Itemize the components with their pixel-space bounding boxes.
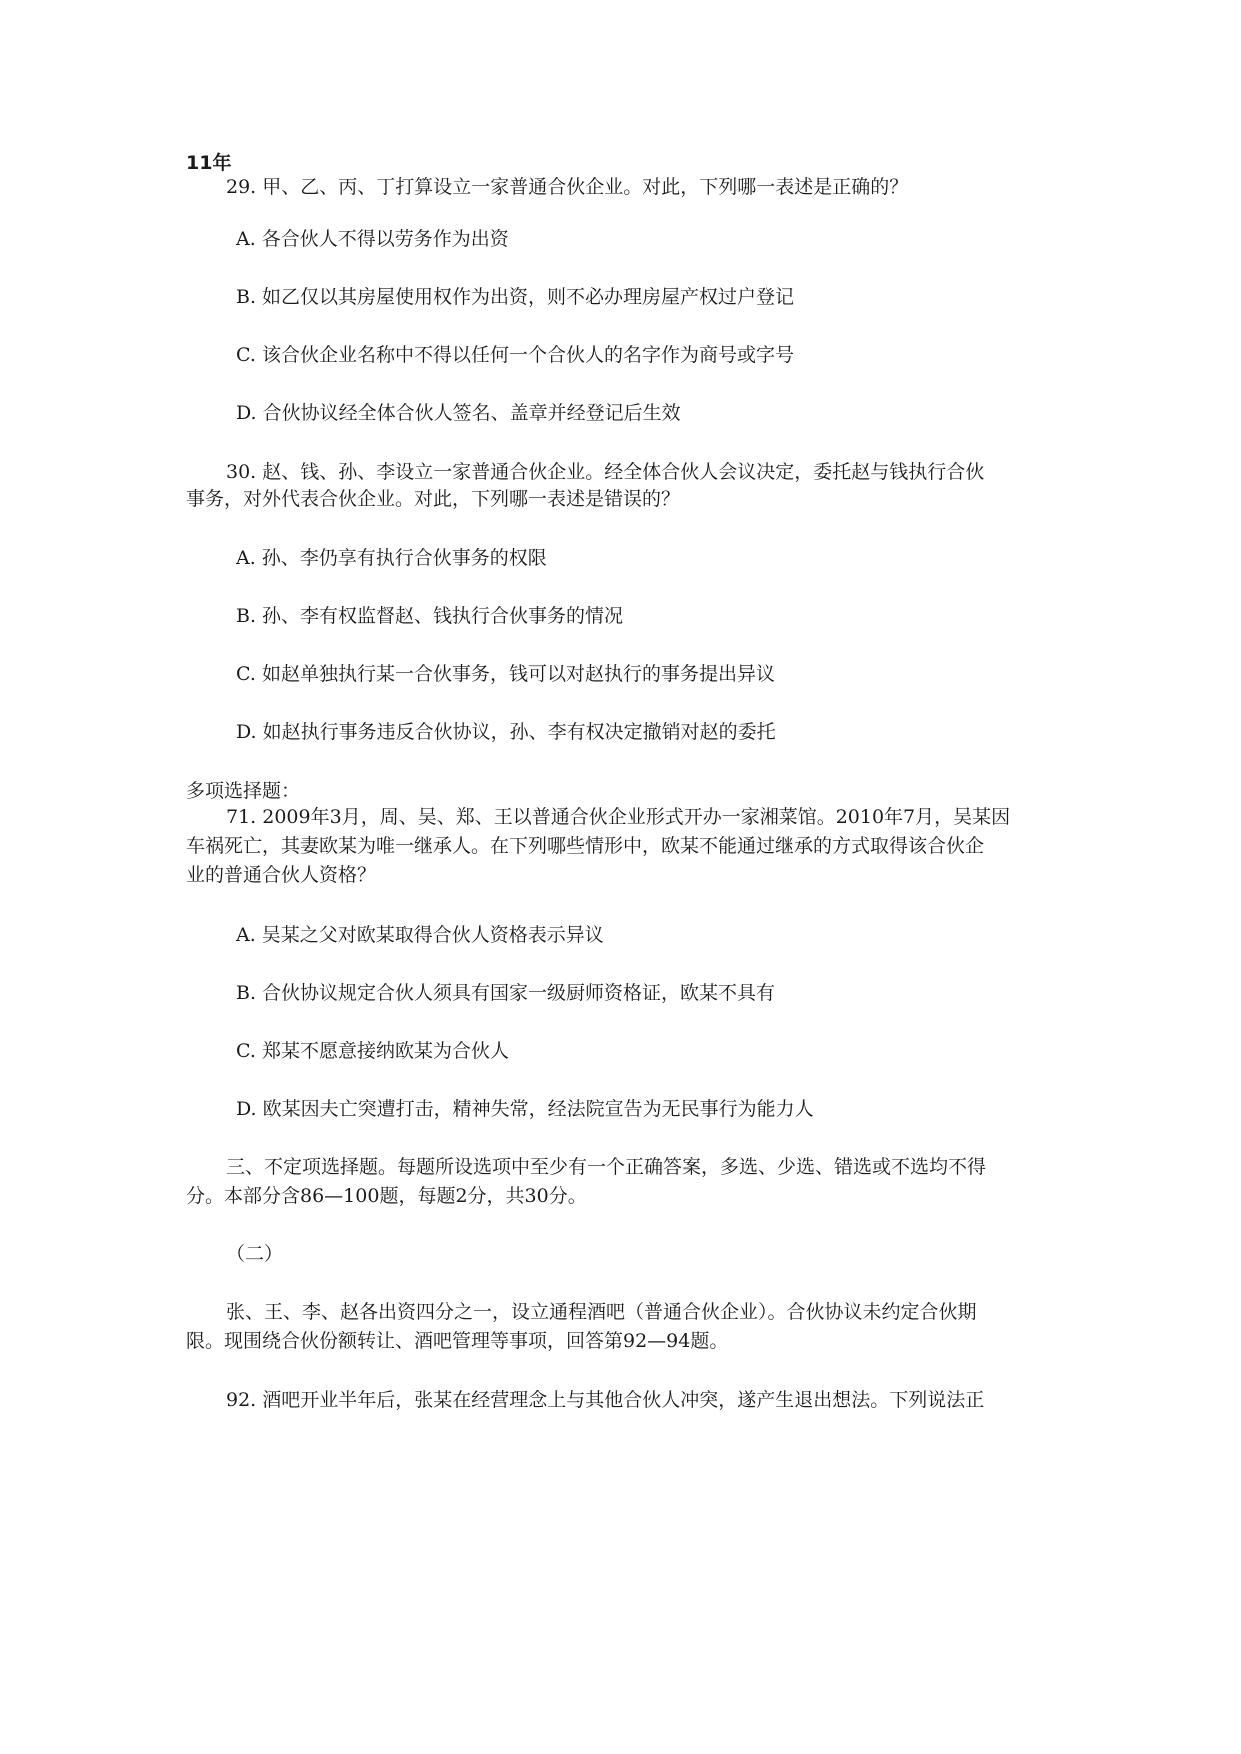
question-30-option-a: A. 孙、李仍享有执行合伙事务的权限	[236, 547, 547, 569]
question-29-option-a: A. 各合伙人不得以劳务作为出资	[236, 228, 509, 250]
question-29-option-b: B. 如乙仅以其房屋使用权作为出资，则不必办理房屋产权过户登记	[236, 286, 795, 308]
question-71-option-a: A. 吴某之父对欧某取得合伙人资格表示异议	[236, 924, 604, 946]
question-71-stem-line2: 车祸死亡，其妻欧某为唯一继承人。在下列哪些情形中，欧某不能通过继承的方式取得该合伙企	[186, 835, 985, 857]
question-71-stem-line1: 71. 2009年3月，周、吴、郑、王以普通合伙企业形式开办一家湘菜馆。2010年7月，吴某因	[226, 806, 1011, 828]
question-29-stem: 29. 甲、乙、丙、丁打算设立一家普通合伙企业。对此，下列哪一表述是正确的？	[226, 176, 909, 198]
question-71-option-b: B. 合伙协议规定合伙人须具有国家一级厨师资格证，欧某不具有	[236, 982, 776, 1004]
multi-choice-heading: 多项选择题：	[186, 780, 301, 802]
case-line2: 限。现围绕合伙份额转让、酒吧管理等事项，回答第92—94题。	[186, 1330, 729, 1352]
year-heading: 11年	[186, 152, 232, 174]
question-30-option-d: D. 如赵执行事务违反合伙协议，孙、李有权决定撤销对赵的委托	[236, 721, 776, 743]
section-3-line1: 三、不定项选择题。每题所设选项中至少有一个正确答案，多选、少选、错选或不选均不得	[226, 1156, 987, 1178]
question-30-option-c: C. 如赵单独执行某一合伙事务，钱可以对赵执行的事务提出异议	[236, 663, 775, 685]
question-30-stem-line2: 事务，对外代表合伙企业。对此，下列哪一表述是错误的？	[186, 488, 681, 510]
question-29-option-c: C. 该合伙企业名称中不得以任何一个合伙人的名字作为商号或字号	[236, 344, 794, 366]
section-3-line2: 分。本部分含86—100题，每题2分，共30分。	[186, 1185, 587, 1207]
question-71-stem-line3: 业的普通合伙人资格？	[186, 864, 377, 886]
question-30-stem-line1: 30. 赵、钱、孙、李设立一家普通合伙企业。经全体合伙人会议决定，委托赵与钱执行合伙	[226, 461, 985, 483]
question-71-option-c: C. 郑某不愿意接纳欧某为合伙人	[236, 1040, 509, 1062]
case-line1: 张、王、李、赵各出资四分之一，设立通程酒吧（普通合伙企业）。合伙协议未约定合伙期	[226, 1301, 977, 1323]
question-30-option-b: B. 孙、李有权监督赵、钱执行合伙事务的情况	[236, 605, 624, 627]
question-92-stem-line1: 92. 酒吧开业半年后，张某在经营理念上与其他合伙人冲突，遂产生退出想法。下列说法正	[226, 1389, 985, 1411]
question-29-option-d: D. 合伙协议经全体合伙人签名、盖章并经登记后生效	[236, 402, 681, 424]
question-71-option-d: D. 欧某因夫亡突遭打击，精神失常，经法院宣告为无民事行为能力人	[236, 1098, 814, 1120]
part-label: （二）	[226, 1243, 284, 1265]
